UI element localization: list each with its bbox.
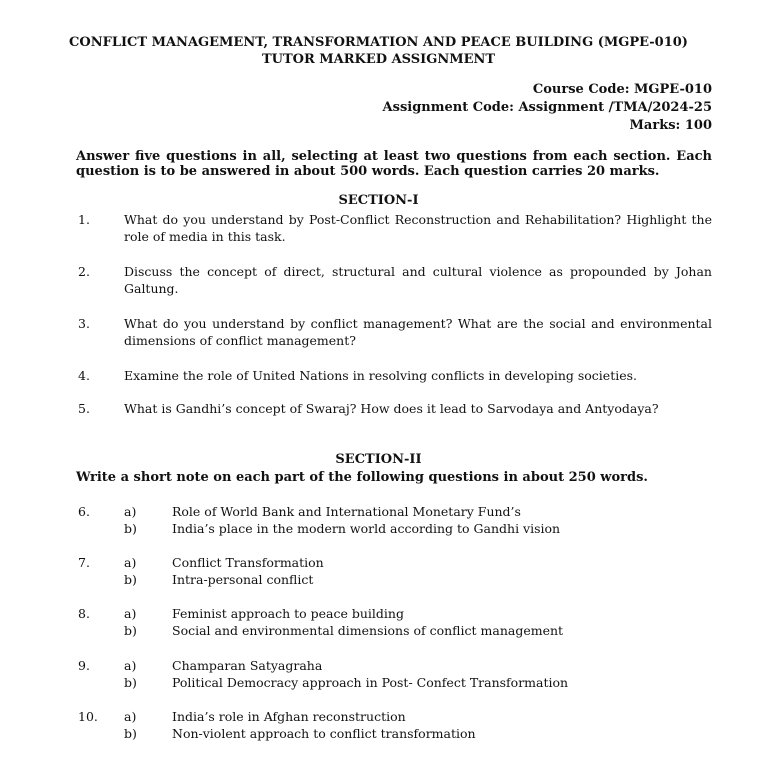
question-text: Examine the role of United Nations in resolving conflicts in developing societies. xyxy=(124,368,638,383)
question-text: Discuss the concept of direct, structural and cultural violence as propounded by Johan Galtung. xyxy=(124,264,712,296)
part-label: a) xyxy=(124,555,137,570)
part-text: Social and environmental dimensions of conflict management xyxy=(172,623,564,638)
question-number: 7. xyxy=(78,555,90,570)
question-text: What do you understand by conflict management? What are the social and environmental dimensions of conflict management? xyxy=(124,316,712,348)
question-text: What is Gandhi’s concept of Swaraj? How does it lead to Sarvodaya and Antyodaya? xyxy=(124,401,659,416)
section-2-heading: SECTION-II xyxy=(335,452,422,467)
document-subtitle: TUTOR MARKED ASSIGNMENT xyxy=(261,52,496,67)
instructions: Answer five questions in all, selecting at least two questions from each section. Each question is to be answered in about 500 words. Each question carries 20 marks. xyxy=(76,149,712,179)
part-label: a) xyxy=(124,658,137,673)
part-label: a) xyxy=(124,606,137,621)
part-text: Intra-personal conflict xyxy=(172,572,314,587)
part-text: Champaran Satyagraha xyxy=(172,658,323,673)
course-code: Course Code: MGPE-010 xyxy=(532,82,712,97)
part-text: India’s place in the modern world according to Gandhi vision xyxy=(172,521,561,536)
question-number: 4. xyxy=(78,368,90,383)
question-number: 3. xyxy=(78,316,90,331)
part-text: Role of World Bank and International Monetary Fund’s xyxy=(172,504,521,519)
part-label: a) xyxy=(124,504,137,519)
part-label: b) xyxy=(124,726,137,741)
part-text: Non-violent approach to conflict transformation xyxy=(172,726,476,741)
part-text: Feminist approach to peace building xyxy=(172,606,404,621)
part-text: India’s role in Afghan reconstruction xyxy=(172,709,406,724)
question-number: 1. xyxy=(78,212,90,227)
assignment-code: Assignment Code: Assignment /TMA/2024-25 xyxy=(382,100,712,115)
question-number: 10. xyxy=(78,709,98,724)
part-label: b) xyxy=(124,675,137,690)
part-label: b) xyxy=(124,521,137,536)
part-label: b) xyxy=(124,623,137,638)
part-text: Conflict Transformation xyxy=(172,555,324,570)
question-number: 9. xyxy=(78,658,90,673)
question-text: What do you understand by Post-Conflict Reconstruction and Rehabilitation? Highlight the role of media in this task. xyxy=(124,212,712,244)
section-2-note: Write a short note on each part of the following questions in about 250 words. xyxy=(76,470,648,485)
question-number: 5. xyxy=(78,401,90,416)
part-label: a) xyxy=(124,709,137,724)
marks: Marks: 100 xyxy=(629,118,712,133)
document-title: CONFLICT MANAGEMENT, TRANSFORMATION AND PEACE BUILDING (MGPE-010) xyxy=(69,35,688,50)
part-label: b) xyxy=(124,572,137,587)
section-1-heading: SECTION-I xyxy=(338,193,419,208)
question-number: 8. xyxy=(78,606,90,621)
question-number: 2. xyxy=(78,264,90,279)
question-number: 6. xyxy=(78,504,90,519)
part-text: Political Democracy approach in Post- Confect Transformation xyxy=(172,675,569,690)
